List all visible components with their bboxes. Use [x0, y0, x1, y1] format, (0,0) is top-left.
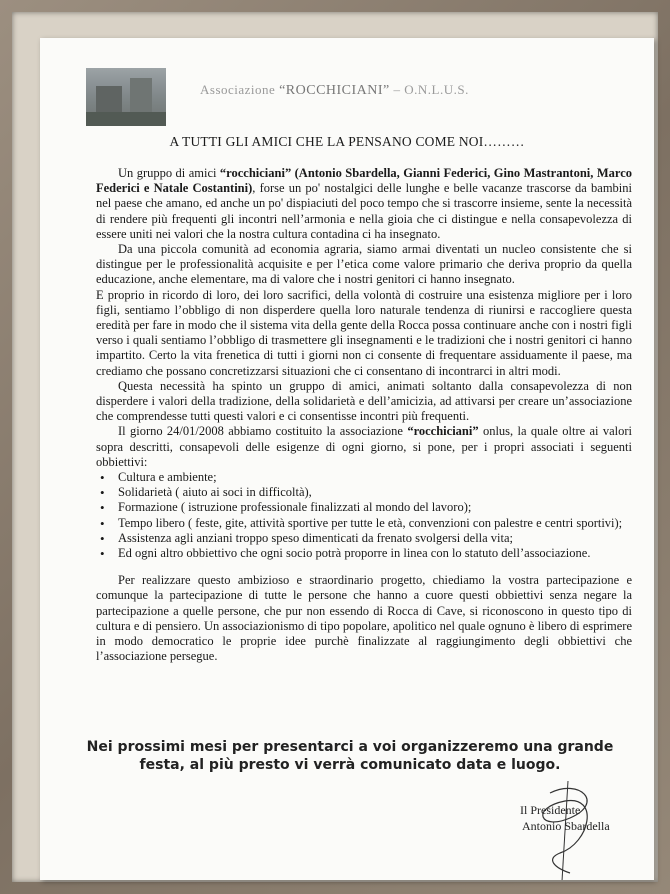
letter-heading: A TUTTI GLI AMICI CHE LA PENSANO COME NOI………	[169, 134, 525, 149]
frame-mat	[12, 12, 658, 882]
letterhead	[200, 82, 469, 99]
letterhead-org-name: “ROCCHICIANI”	[279, 83, 390, 98]
list-item: • Tempo libero ( feste, gite, attività sportive per tutte le età, convenzioni con palestre e centri sportivi);	[96, 516, 632, 531]
closing-announcement: Nei prossimi mesi per presentarci a voi organizzeremo una grande festa, al più presto vi verrà comunicato data e luogo.	[86, 739, 614, 773]
founders-names: “rocchiciani” (Antonio Sbardella, Gianni Federici, Gino Mastrantoni, Marco Federici e Natale Costantini)	[96, 166, 632, 196]
list-item: • Assistenza agli anziani troppo speso dimenticati da frenato svolgersi della vita;	[96, 531, 632, 546]
letter-body	[96, 166, 632, 665]
letter-page	[40, 38, 654, 880]
association-name: “rocchiciani”	[407, 424, 479, 439]
village-photo-logo	[86, 68, 166, 126]
list-item: • Cultura e ambiente;	[96, 470, 632, 485]
signature-role: Il Presidente	[520, 803, 581, 817]
signature-name: Antonio Sbardella	[522, 819, 610, 833]
signature-block	[520, 802, 610, 834]
letterhead-prefix: Associazione	[200, 82, 276, 97]
paragraph-6: Per realizzare questo ambizioso e straordinario progetto, chiediamo la vostra partecipazione e comunque la partecipazione di tutte le persone che hanno a cuore questi obbiettivi senza negare la partecipazione a quelle persone, che pur non essendo di Rocca di Cave, si riconoscono in questo tipo di cultura e di pensiero. Un associazionismo di tipo popolare, apolitico nel quale ognuno è libero di esprimere in modo democratico le proprie idee purchè finalizzate al raggiungimento degli obbiettivi che l’associazione persegue.	[96, 573, 632, 664]
paragraph-2: Da una piccola comunità ad economia agraria, siamo armai diventati un nucleo consistente che si distingue per le professionalità acquisite e per l’etica come valore primario che deriva proprio da quella educazione, anche elementare, ma di valore che i nostri genitori ci hanno insegnato.	[96, 242, 632, 287]
paragraph-5: Il giorno 24/01/2008 abbiamo costituito la associazione “rocchiciani” onlus, la quale oltre ai valori sopra descritti, consapevoli delle esigenze di ogni giorno, si pone, per i propri associati i seguenti obbiettivi:	[96, 424, 632, 469]
list-item: • Solidarietà ( aiuto ai soci in difficoltà),	[96, 485, 632, 500]
paragraph-1: Un gruppo di amici “rocchiciani” (Antonio Sbardella, Gianni Federici, Gino Mastrantoni, Marco Federici e Natale Costantini), forse un po' nostalgici delle lunghe e belle vacanze trascorse da bambini nel paese che amano, ed anche un po' dispiaciuti del poco tempo che si trascorre insieme, sente la necessità di rendere più frequenti gli incontri nell’armonia e nella gioia che ci distingue e nella consapevolezza di essere uniti nei valori che la nostra cultura contadina ci ha insegnato.	[96, 166, 632, 241]
objectives-list	[96, 470, 632, 561]
list-item: • Ed ogni altro obbiettivo che ogni socio potrà proporre in linea con lo statuto dell’associazione.	[96, 546, 632, 561]
paragraph-3: E proprio in ricordo di loro, dei loro sacrifici, della volontà di costruire una esistenza migliore per i loro figli, sentiamo l’obbligo di non disperdere quella loro naturale tendenza di riunirsi e raccogliere questa eredità per fare in modo che il sistema vita della gente della Rocca possa continuare anche con i nostri figli verso i quali sentiamo l’obbligo di trasmettere gli insegnamenti e le tradizioni che i nostri genitori ci hanno impartito. Certo la vita frenetica di tutti i giorni non ci consente di frequentare assiduamente il paese, ma crediamo che possano concretizzarsi situazioni che ci consentano di incontrarci in altri modi.	[96, 287, 632, 378]
paragraph-4: Questa necessità ha spinto un gruppo di amici, animati soltanto dalla consapevolezza di non disperdere i valori della tradizione, della solidarietà e dell’amicizia, ad attivarsi per creare un’associazione che comprendesse tutti questi valori e ci consentisse incontri più frequenti.	[96, 378, 632, 424]
list-item: • Formazione ( istruzione professionale finalizzati al mondo del lavoro);	[96, 500, 632, 515]
letterhead-suffix: – O.N.L.U.S.	[393, 82, 469, 97]
